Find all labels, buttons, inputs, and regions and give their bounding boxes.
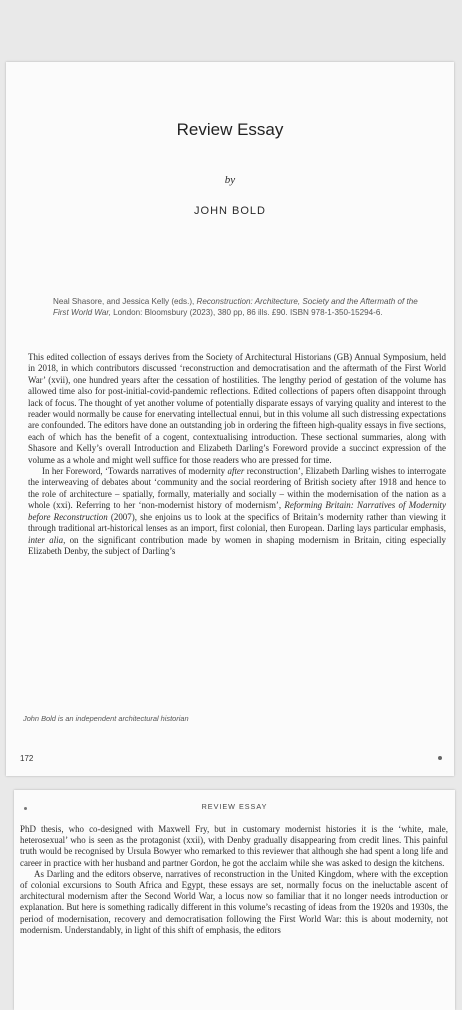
author-note: John Bold is an independent architectural historian	[23, 714, 189, 723]
citation-book-title: Reconstruction: Architecture, Society and the Aftermath of the First World War,	[53, 297, 418, 317]
paragraph-2-text-d: , on the significant contribution made by women in shaping modernism in Britain, citing especially Elizabeth Denby, the subject of Darling’s	[28, 534, 446, 556]
paragraph-1: This edited collection of essays derives from the Society of Architectural Historians (GB) Annual Symposium, held in 2018, in which contributors discussed ‘reconstruction and democratisation and the aftermath of the First World War’ (xvii), one hundred years after the cessation of hostilities. The lengthy period of gestation of the volume has allowed time also for post-initial-covid-pandemic reflections. Edited collections of papers often disappoint through lack of focus. The thought of yet another volume of potentially disparate essays of varying quality and interest to the reader would normally be cause for enervating intellectual ennui, but in this volume all such distressing expectations are confounded. The editors have done an outstanding job in ordering the fifteen high-quality essays in five sections, each of which has the benefit of a cogent, contextualising introduction. These sectional summaries, along with Shasore and Kelly’s overall Introduction and Elizabeth Darling’s Foreword provide a succinct expression of the volume as a whole and might well suffice for those readers who are pressed for time.	[28, 352, 446, 465]
essay-title: Review Essay	[176, 120, 284, 139]
paragraph-2	[28, 466, 446, 557]
paragraph-2-italic-c: inter alia	[28, 534, 64, 545]
paragraph-2-text-a: In her Foreword, ‘Towards narratives of modernity	[42, 466, 228, 477]
book-citation	[53, 296, 428, 318]
paragraph-4: As Darling and the editors observe, narratives of reconstruction in the United Kingdom, where with the exception of colonial excursions to South Africa and Egypt, these essays are set, normally focus on the ineluctable ascent of architectural modernism after the Second World War, a locus now so familiar that it no longer needs introduction or explanation. But here is something radically different in this volume’s recasting of ideas from the 1920s and 1930s, the period of modernisation, recovery and democratisation following the First World War: this is about modernity, not modernism. Understandably, in light of this shift of emphasis, the editors	[20, 868, 448, 935]
paragraph-2-italic-b: Reforming Britain: Narratives of Modernity before Reconstruction	[28, 500, 447, 522]
citation-isbn: ISBN 978-1-350-15294-6.	[289, 308, 383, 317]
byline-by: by	[224, 174, 236, 186]
citation-publisher: London: Bloomsbury (2023), 380 pp, 86 ills. £90.	[113, 308, 288, 317]
essay-body-page1	[28, 352, 446, 557]
paragraph-2-text-b: reconstruction’, Elizabeth Darling wishes to interrogate the interweaving of debates about ‘community and the social reordering of British society after 1918 and hence to the role of architecture – spatially, formally, materially and socially – within the modernisation of the nation as a whole (xxi). Referring to her ‘non-modernist history of modernism’,	[28, 466, 446, 511]
author-name: JOHN BOLD	[194, 205, 266, 217]
scan-mark-dot	[438, 756, 442, 760]
page-number: 172	[20, 754, 34, 763]
page-172	[6, 62, 454, 776]
paragraph-2-italic-a: after	[227, 466, 245, 477]
essay-body-page2	[20, 824, 448, 936]
page-173	[14, 790, 455, 1010]
paragraph-3: PhD thesis, who co-designed with Maxwell Fry, but in customary modernist histories it is the ‘white, male, heterosexual’ who is seen as the protagonist (xxii), with Denby gradually disappearing from credit lines. This painful truth would be recognised by Ursula Bowyer who remarked to this reviewer that although she had spent a long life and career in practice with her husband and partner Gordon, he got the acclaim while she was asked to design the kitchens.	[20, 824, 448, 868]
paragraph-2-text-c: (2007), she enjoins us to look at the specifics of Britain’s modernity rather than viewing it through traditional art-historical lenses as an import, first colonial, then European. Darling lays particular emphasis,	[28, 511, 446, 534]
citation-editors: Neal Shasore, and Jessica Kelly (eds.),	[53, 297, 195, 306]
running-head: REVIEW ESSAY	[201, 802, 268, 811]
